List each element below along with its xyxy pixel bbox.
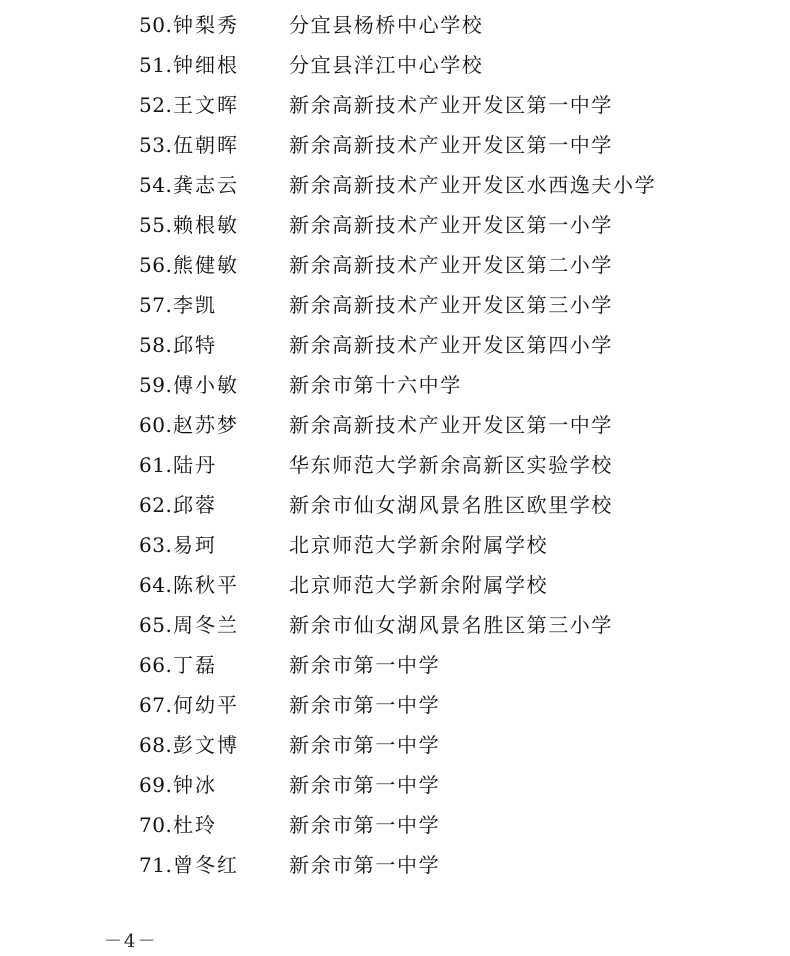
page-number: －4－ [104,931,158,952]
list-item [0,485,790,525]
item-number: 60. [139,413,173,437]
item-number: 56. [139,253,173,277]
person-name: 王文晖 [173,93,239,117]
person-name: 赖根敏 [173,213,239,237]
school-name: 新余高新技术产业开发区第一中学 [289,133,613,157]
person-name: 杜玲 [173,813,217,837]
item-number: 51. [139,53,173,77]
item-number: 61. [139,453,173,477]
list-item [0,645,790,685]
person-name: 邱蓉 [173,493,217,517]
item-number: 65. [139,613,173,637]
list-item [0,405,790,445]
school-name: 新余高新技术产业开发区第一中学 [289,93,613,117]
school-name: 分宜县杨桥中心学校 [289,13,484,37]
person-name: 伍朝晖 [173,133,239,157]
school-name: 新余高新技术产业开发区第四小学 [289,333,613,357]
school-name: 分宜县洋江中心学校 [289,53,484,77]
list-item [0,125,790,165]
school-name: 新余市第一中学 [289,653,441,677]
item-number: 67. [139,693,173,717]
person-name: 赵苏梦 [173,413,239,437]
person-name: 何幼平 [173,693,239,717]
item-number: 55. [139,213,173,237]
item-number: 58. [139,333,173,357]
list-item [0,565,790,605]
name-list [0,5,790,885]
school-name: 北京师范大学新余附属学校 [289,573,549,597]
list-item [0,765,790,805]
item-number: 69. [139,773,173,797]
item-number: 70. [139,813,173,837]
item-number: 52. [139,93,173,117]
list-item [0,805,790,845]
item-number: 59. [139,373,173,397]
person-name: 李凯 [173,293,217,317]
school-name: 华东师范大学新余高新区实验学校 [289,453,613,477]
person-name: 易珂 [173,533,217,557]
item-number: 63. [139,533,173,557]
item-number: 50. [139,13,173,37]
person-name: 钟梨秀 [173,13,239,37]
school-name: 新余市第一中学 [289,853,441,877]
school-name: 新余市仙女湖风景名胜区欧里学校 [289,493,613,517]
person-name: 傅小敏 [173,373,239,397]
list-item [0,85,790,125]
list-item [0,325,790,365]
list-item [0,365,790,405]
item-number: 68. [139,733,173,757]
list-item [0,205,790,245]
item-number: 54. [139,173,173,197]
person-name: 邱特 [173,333,217,357]
school-name: 新余市第一中学 [289,773,441,797]
school-name: 新余市第一中学 [289,693,441,717]
list-item [0,165,790,205]
item-number: 57. [139,293,173,317]
person-name: 丁磊 [173,653,217,677]
person-name: 熊健敏 [173,253,239,277]
school-name: 新余高新技术产业开发区第二小学 [289,253,613,277]
list-item [0,45,790,85]
school-name: 新余高新技术产业开发区水西逸夫小学 [289,173,657,197]
school-name: 新余市第一中学 [289,813,441,837]
list-item [0,285,790,325]
person-name: 龚志云 [173,173,239,197]
item-number: 64. [139,573,173,597]
list-item [0,525,790,565]
list-item [0,725,790,765]
item-number: 71. [139,853,173,877]
school-name: 新余市第一中学 [289,733,441,757]
person-name: 钟冰 [173,773,217,797]
school-name: 新余市第十六中学 [289,373,462,397]
person-name: 陈秋平 [173,573,239,597]
school-name: 新余高新技术产业开发区第一小学 [289,213,613,237]
list-item [0,445,790,485]
school-name: 新余高新技术产业开发区第三小学 [289,293,613,317]
item-number: 53. [139,133,173,157]
list-item [0,605,790,645]
list-item [0,5,790,45]
item-number: 62. [139,493,173,517]
person-name: 钟细根 [173,53,239,77]
item-number: 66. [139,653,173,677]
school-name: 新余高新技术产业开发区第一中学 [289,413,613,437]
list-item [0,685,790,725]
person-name: 彭文博 [173,733,239,757]
list-item [0,845,790,885]
school-name: 北京师范大学新余附属学校 [289,533,549,557]
person-name: 周冬兰 [173,613,239,637]
list-item [0,245,790,285]
person-name: 陆丹 [173,453,217,477]
person-name: 曾冬红 [173,853,239,877]
school-name: 新余市仙女湖风景名胜区第三小学 [289,613,613,637]
